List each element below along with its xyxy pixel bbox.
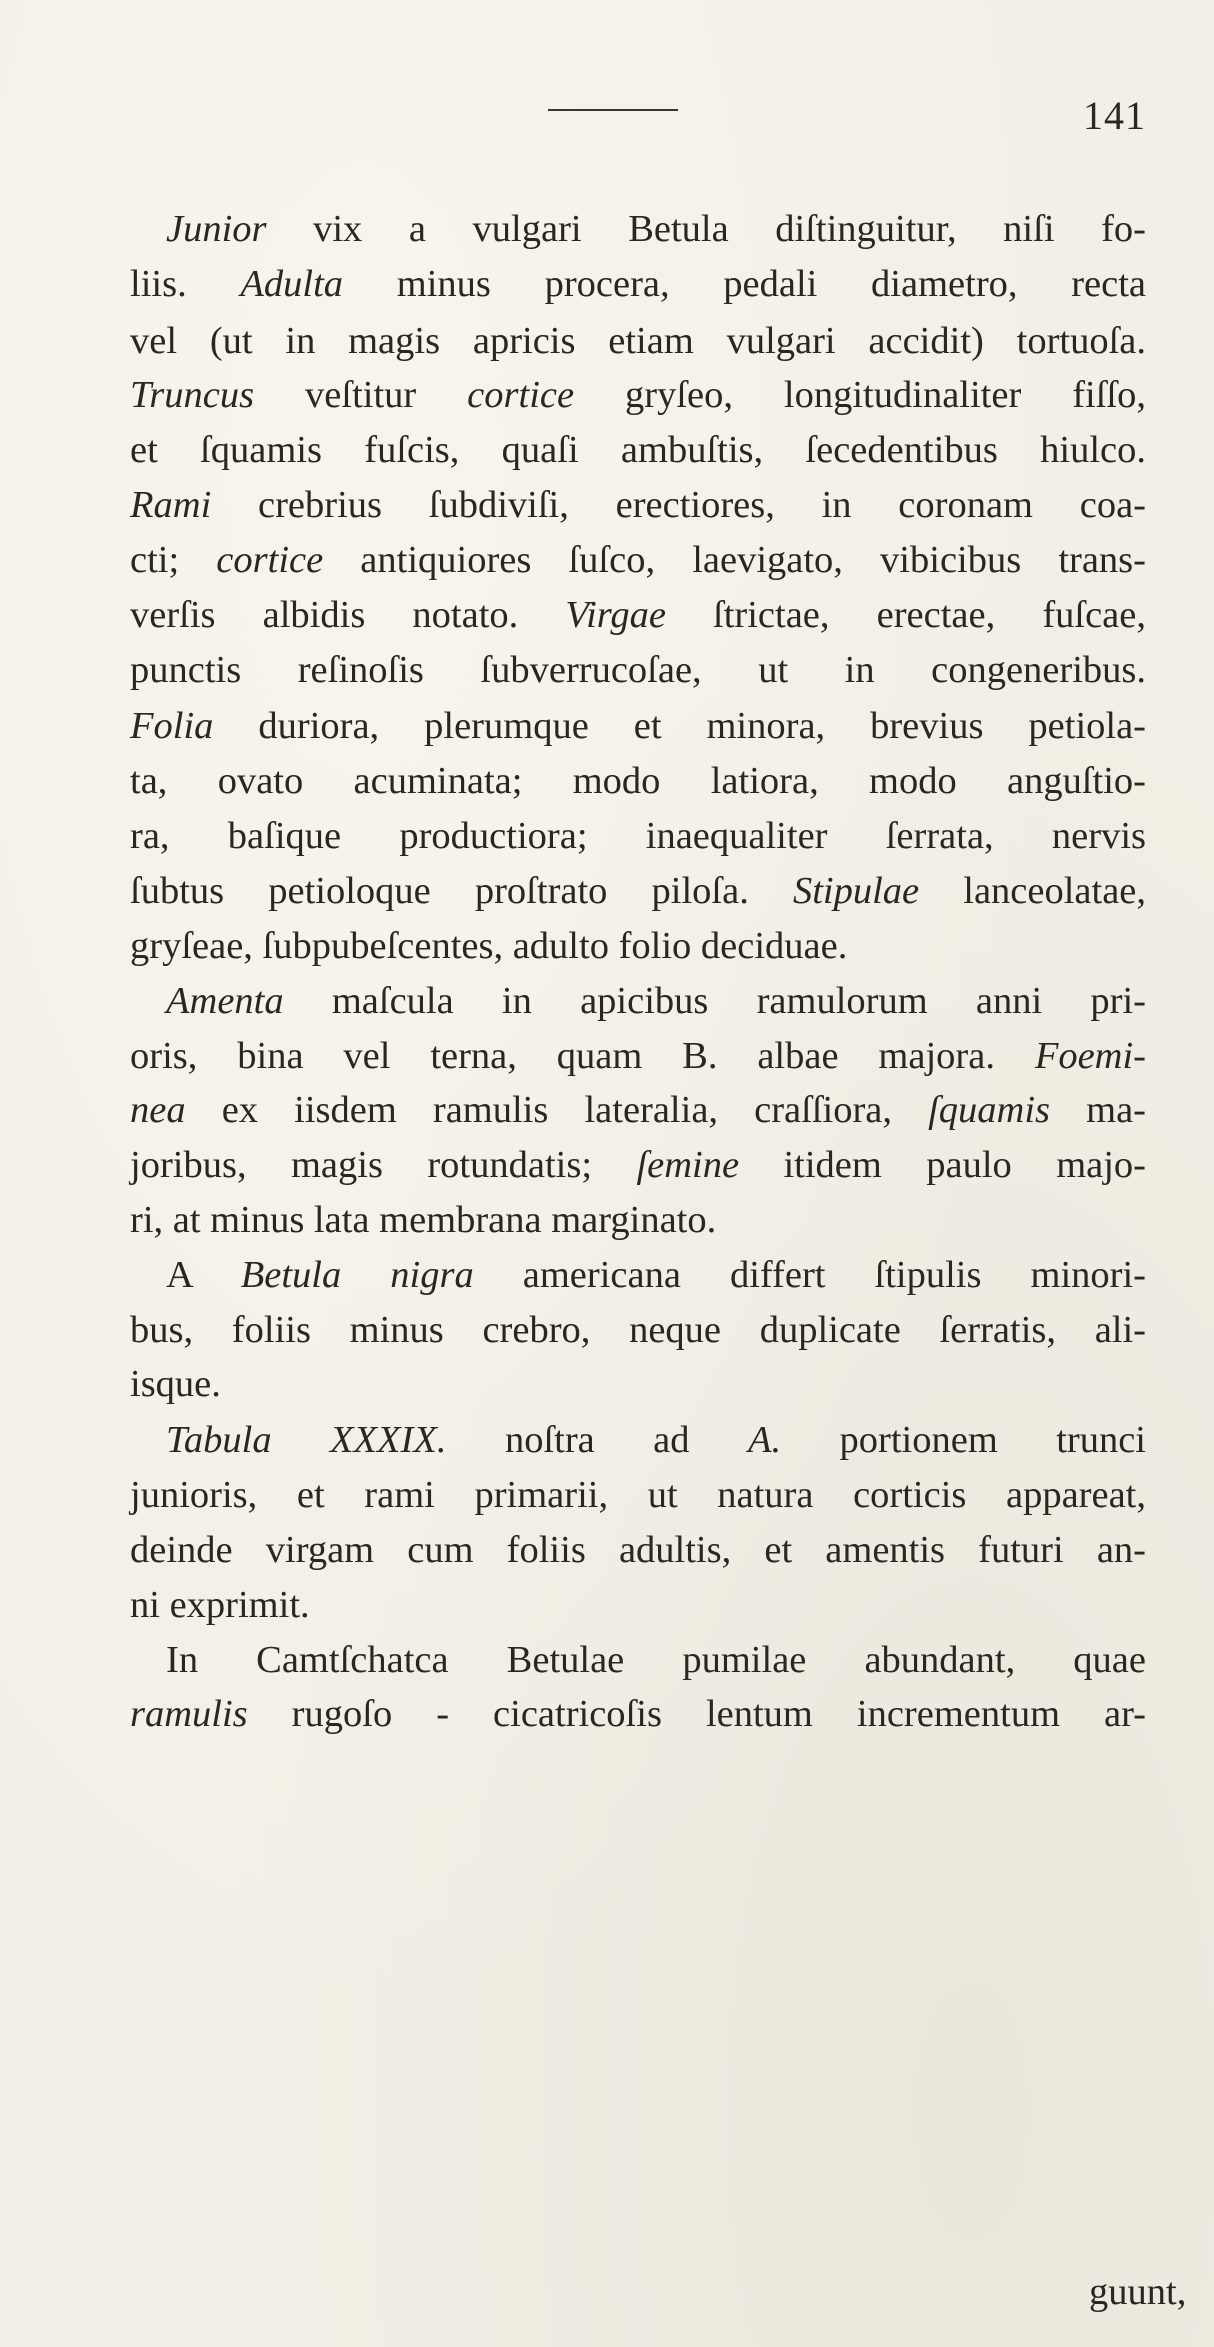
text-line <box>130 817 1146 856</box>
roman-text: ma- <box>1050 1089 1146 1131</box>
text-line <box>130 486 1146 525</box>
roman-text: punctis reſinoſis ſubverrucoſae, ut in congeneribus. <box>130 649 1146 691</box>
italic-text: Virgae <box>565 594 666 636</box>
roman-text: ta, ovato acuminata; modo latiora, modo anguſtio- <box>130 760 1146 802</box>
text-line <box>130 1531 1146 1570</box>
roman-text: bus, foliis minus crebro, neque duplicate ſerratis, ali- <box>130 1309 1146 1351</box>
text-line <box>130 1311 1146 1350</box>
text-line <box>130 431 1146 470</box>
italic-text: nea <box>130 1089 186 1131</box>
roman-text: americana differt ſtipulis minori- <box>473 1254 1146 1296</box>
roman-text: ſtrictae, erectae, fuſcae, <box>665 594 1146 636</box>
italic-text: ſquamis <box>928 1089 1051 1131</box>
roman-text: ex iisdem ramulis lateralia, craſſiora, <box>185 1089 929 1131</box>
italic-text: A. <box>747 1419 782 1461</box>
roman-text: itidem paulo majo- <box>739 1144 1146 1186</box>
roman-text: vix a vulgari Betula diſtinguitur, niſi fo- <box>266 208 1146 250</box>
text-line <box>130 265 1146 304</box>
italic-text: Foemi- <box>1034 1035 1146 1077</box>
text-line <box>130 927 847 966</box>
text-line <box>130 596 1146 635</box>
text-line <box>166 1256 1146 1295</box>
roman-text: maſcula in apicibus ramulorum anni pri- <box>283 980 1146 1022</box>
roman-text: In Camtſchatca Betulae pumilae abundant, quae <box>166 1639 1146 1681</box>
roman-text: crebrius ſubdiviſi, erectiores, in coronam coa- <box>211 484 1146 526</box>
roman-text: ri, at minus lata membrana marginato. <box>130 1199 717 1241</box>
text-line <box>130 1586 310 1625</box>
roman-text: ni exprimit. <box>130 1584 310 1626</box>
italic-text: cortice <box>216 539 324 581</box>
text-line <box>130 762 1146 801</box>
italic-text: Truncus <box>130 374 255 416</box>
text-line <box>130 322 1146 361</box>
italic-text: ramulis <box>130 1693 248 1735</box>
text-line <box>130 1476 1146 1515</box>
text-line <box>130 1201 716 1240</box>
text-line <box>130 872 1146 911</box>
roman-text: duriora, plerumque et minora, brevius petiola- <box>213 705 1146 747</box>
roman-text: isque. <box>130 1363 221 1405</box>
text-line <box>130 376 1146 415</box>
text-line <box>130 707 1146 746</box>
italic-text: ſemine <box>636 1144 740 1186</box>
roman-text: gryſeae, ſubpubeſcentes, adulto folio deciduae. <box>130 925 848 967</box>
italic-text: Amenta <box>166 980 284 1022</box>
italic-text: Junior <box>166 208 267 250</box>
page-number: 141 <box>1083 93 1146 138</box>
roman-text: junioris, et rami primarii, ut natura corticis appareat, <box>130 1474 1146 1516</box>
roman-text: cti; <box>130 539 217 581</box>
italic-text: Rami <box>130 484 212 526</box>
roman-text: gryſeo, longitudinaliter fiſſo, <box>574 374 1147 416</box>
roman-text: lanceolatae, <box>919 870 1146 912</box>
header-rule <box>548 109 678 111</box>
italic-text: Folia <box>130 705 214 747</box>
text-line <box>130 1146 1146 1185</box>
roman-text: verſis albidis notato. <box>130 594 566 636</box>
italic-text: cortice <box>467 374 575 416</box>
roman-text: A <box>166 1254 241 1296</box>
text-line <box>166 210 1146 249</box>
italic-text: Adulta <box>240 263 344 305</box>
text-line <box>166 982 1146 1021</box>
roman-text: ra, baſique productiora; inaequaliter ſerrata, nervis <box>130 815 1146 857</box>
italic-text: Stipulae <box>792 870 920 912</box>
text-line <box>130 1695 1146 1734</box>
roman-text: veſtitur <box>254 374 468 416</box>
roman-text: noſtra ad <box>446 1419 748 1461</box>
text-line <box>130 1037 1146 1076</box>
roman-text: deinde virgam cum foliis adultis, et amentis futuri an- <box>130 1529 1146 1571</box>
text-line <box>130 1091 1146 1130</box>
text-line <box>130 651 1146 690</box>
text-line <box>166 1641 1146 1680</box>
text-line <box>130 541 1146 580</box>
text-line <box>166 1421 1146 1460</box>
text-line <box>130 1365 221 1404</box>
roman-text: liis. <box>130 263 241 305</box>
roman-text: rugoſo - cicatricoſis lentum incrementum ar- <box>247 1693 1146 1735</box>
roman-text: antiquiores ſuſco, laevigato, vibicibus trans- <box>323 539 1146 581</box>
roman-text: ſubtus petioloque proſtrato piloſa. <box>130 870 793 912</box>
roman-text: joribus, magis rotundatis; <box>130 1144 637 1186</box>
italic-text: Betula nigra <box>240 1254 474 1296</box>
roman-text: et ſquamis fuſcis, quaſi ambuſtis, ſecedentibus hiulco. <box>130 429 1146 471</box>
roman-text: oris, bina vel terna, quam B. albae majora. <box>130 1035 1035 1077</box>
catchword: guunt, <box>1089 2271 1187 2313</box>
roman-text: minus procera, pedali diametro, recta <box>343 263 1146 305</box>
roman-text: portionem trunci <box>781 1419 1146 1461</box>
italic-text: Tabula XXXIX. <box>166 1419 447 1461</box>
roman-text: vel (ut in magis apricis etiam vulgari accidit) tortuoſa. <box>130 320 1146 362</box>
